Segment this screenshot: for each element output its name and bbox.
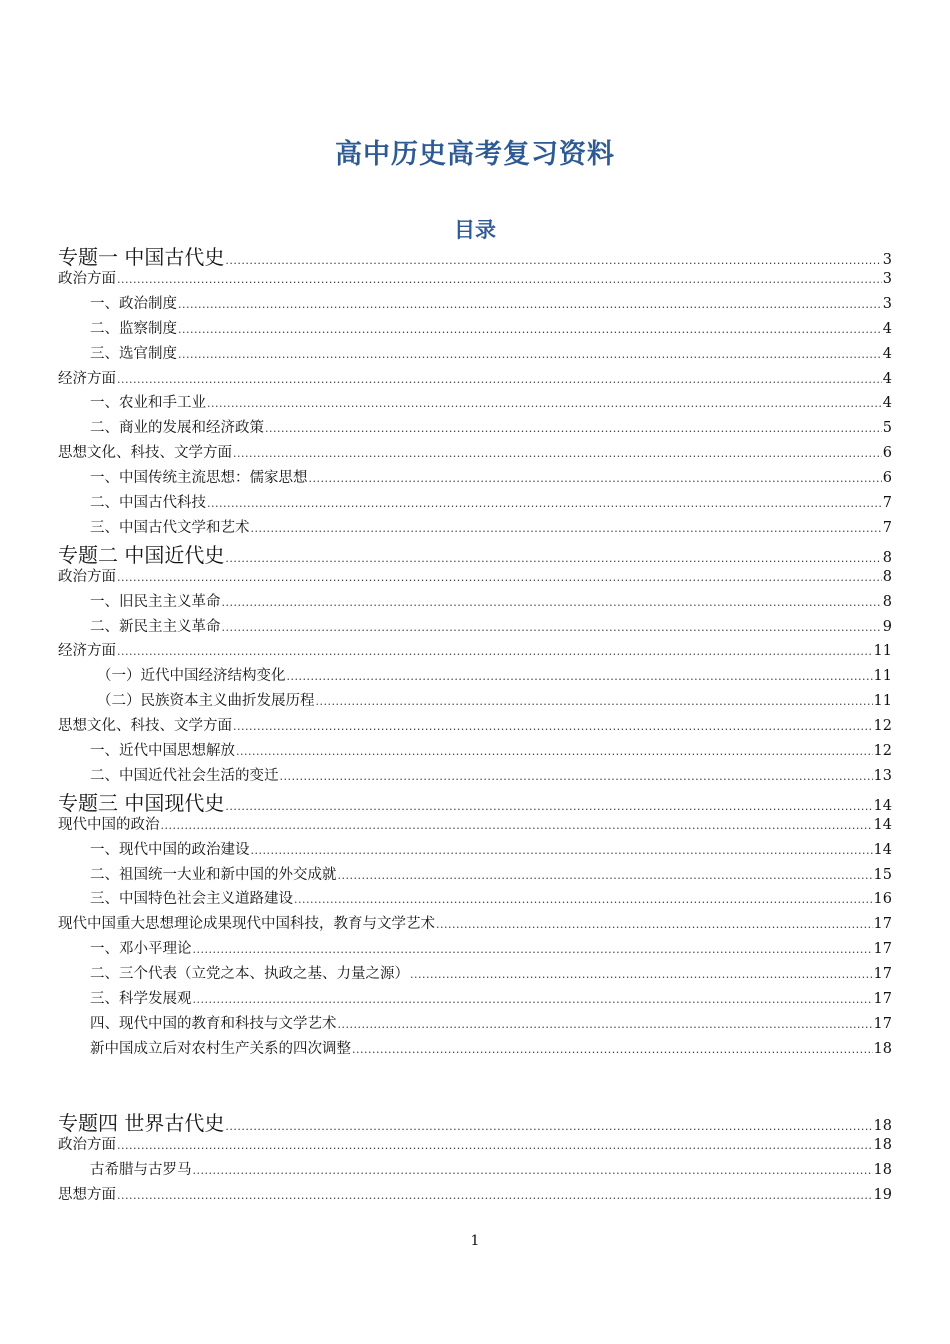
toc-dot-leader: [117, 1140, 873, 1151]
toc-entry-title: 三、中国古代文学和艺术: [90, 519, 250, 536]
toc-subsection-entry[interactable]: [58, 441, 892, 466]
toc-page-number: 3: [882, 252, 892, 268]
toc-dot-leader: [207, 498, 882, 509]
toc-item-entry[interactable]: [58, 516, 892, 541]
toc-item-entry[interactable]: [58, 838, 892, 863]
toc-item-entry[interactable]: [58, 317, 892, 342]
toc-item-entry[interactable]: [58, 739, 892, 764]
toc-dot-leader: [294, 894, 873, 905]
toc-item-entry[interactable]: [58, 342, 892, 367]
toc-entry-title: 二、商业的发展和经济政策: [90, 420, 264, 437]
toc-item-entry[interactable]: [58, 466, 892, 491]
toc-dot-leader: [280, 771, 873, 782]
toc-entry-title: 专题四 世界古代史: [58, 1110, 225, 1135]
toc-entry-title: 现代中国的政治: [58, 816, 160, 833]
toc-entry-title: （一）近代中国经济结构变化: [97, 668, 286, 685]
toc-entry-title: 四、现代中国的教育和科技与文学艺术: [90, 1015, 337, 1032]
toc-entry-title: 古希腊与古罗马: [90, 1161, 192, 1178]
toc-item-entry[interactable]: [58, 416, 892, 441]
toc-page-number: 5: [882, 420, 892, 437]
toc-page-number: 14: [873, 841, 892, 858]
toc-dot-leader: [193, 944, 873, 955]
toc-page-number: 4: [882, 320, 892, 337]
document-title: 高中历史高考复习资料: [335, 139, 615, 170]
toc-dot-leader: [178, 324, 882, 335]
toc-entry-title: 现代中国重大思想理论成果现代中国科技，教育与文学艺术: [58, 916, 435, 933]
toc-dot-leader: [178, 349, 882, 360]
toc-page-number: 4: [882, 395, 892, 412]
toc-page-number: 18: [873, 1040, 892, 1057]
toc-entry-title: 一、政治制度: [90, 295, 177, 312]
toc-item-entry[interactable]: [58, 887, 892, 912]
toc-dot-leader: [436, 919, 873, 930]
toc-item-entry[interactable]: [58, 937, 892, 962]
toc-item-entry[interactable]: [58, 1037, 892, 1062]
toc-dot-leader: [225, 1121, 872, 1132]
toc-entry-title: 二、监察制度: [90, 320, 177, 337]
toc-entry-title: 三、科学发展观: [90, 991, 192, 1008]
toc-dot-leader: [117, 572, 882, 583]
toc-entry-title: 专题一 中国古代史: [58, 245, 225, 269]
toc-entry-title: 经济方面: [58, 643, 116, 660]
toc-dot-leader: [251, 523, 882, 534]
toc-page-number: 18: [873, 1161, 892, 1178]
toc-page-number: 17: [873, 916, 892, 933]
toc-entry-title: 三、选官制度: [90, 345, 177, 362]
toc-entry-title: 政治方面: [58, 271, 116, 287]
toc-page-number: 19: [873, 1186, 892, 1203]
toc-dot-leader: [410, 969, 873, 980]
toc-dot-leader: [251, 845, 873, 856]
toc-subsection-entry[interactable]: [58, 639, 892, 664]
toc-page-number: 8: [882, 593, 892, 610]
toc-dot-leader: [287, 671, 873, 682]
toc-entry-title: 一、中国传统主流思想：儒家思想: [90, 470, 308, 487]
toc-dot-leader: [309, 473, 882, 484]
toc-page-number: 7: [882, 495, 892, 512]
toc-dot-leader: [316, 696, 873, 707]
toc-dot-leader: [225, 255, 881, 266]
toc-dot-leader: [352, 1044, 873, 1055]
toc-dot-leader: [117, 374, 882, 385]
toc-page-number: 13: [873, 767, 892, 784]
toc-entry-title: 二、中国古代科技: [90, 495, 206, 512]
toc-page-number: 6: [882, 445, 892, 462]
toc-page-number: 12: [873, 718, 892, 735]
toc-entry-title: 三、中国特色社会主义道路建设: [90, 891, 293, 908]
toc-dot-leader: [222, 597, 882, 608]
toc-item-entry[interactable]: [58, 664, 892, 689]
toc-section-entry[interactable]: [58, 243, 892, 267]
toc-entry-title: （二）民族资本主义曲折发展历程: [97, 693, 315, 710]
toc-item-entry[interactable]: [58, 1012, 892, 1037]
toc-dot-leader: [233, 448, 882, 459]
toc-dot-leader: [338, 870, 873, 881]
toc-entry-title: 二、三个代表（立党之本、执政之基、力量之源）: [90, 966, 409, 983]
toc-page-number: 17: [873, 991, 892, 1008]
toc-entry-title: 一、旧民主主义革命: [90, 593, 221, 610]
toc-page-number: 14: [873, 816, 892, 833]
toc-dot-leader: [193, 1165, 873, 1176]
toc-heading: 目录: [454, 217, 496, 242]
toc-page-number: 7: [882, 519, 892, 536]
toc-item-entry[interactable]: [58, 689, 892, 714]
toc-page-number: 4: [882, 370, 892, 387]
toc-page-number: 18: [873, 1136, 892, 1153]
toc-page-number: 9: [882, 618, 892, 635]
toc-page-number: 11: [873, 643, 892, 660]
toc-dot-leader: [338, 1019, 873, 1030]
toc-dot-leader: [193, 994, 873, 1005]
toc-item-entry[interactable]: [58, 764, 892, 789]
toc-entry-title: 专题二 中国近代史: [58, 542, 225, 567]
toc-subsection-entry[interactable]: [58, 367, 892, 392]
toc-page-number: 12: [873, 743, 892, 760]
toc-dot-leader: [178, 299, 882, 310]
toc-dot-leader: [207, 398, 882, 409]
toc-dot-leader: [233, 721, 873, 732]
toc-entry-title: 政治方面: [58, 1136, 116, 1153]
toc-section-entry[interactable]: [58, 541, 892, 565]
toc-page-number: 6: [882, 470, 892, 487]
toc-page-number: 14: [873, 797, 892, 814]
toc-section-entry[interactable]: [58, 1109, 892, 1133]
toc-item-entry[interactable]: [58, 1158, 892, 1183]
toc-page-number: 4: [882, 345, 892, 362]
table-of-contents: [58, 243, 892, 1207]
toc-item-entry[interactable]: [58, 292, 892, 317]
toc-entry-title: 经济方面: [58, 370, 116, 387]
toc-entry-title: 新中国成立后对农村生产关系的四次调整: [90, 1040, 351, 1057]
toc-dot-leader: [265, 423, 882, 434]
toc-entry-title: 一、近代中国思想解放: [90, 743, 235, 760]
toc-item-entry[interactable]: [58, 391, 892, 416]
toc-entry-title: 专题三 中国现代史: [58, 790, 225, 815]
toc-section-entry[interactable]: [58, 789, 892, 813]
toc-page-number: 3: [882, 271, 892, 287]
toc-subsection-entry[interactable]: [58, 912, 892, 937]
toc-subsection-entry[interactable]: [58, 714, 892, 739]
toc-dot-leader: [236, 746, 873, 757]
toc-page-number: 3: [882, 295, 892, 312]
toc-page-number: 17: [873, 966, 892, 983]
toc-page-number: 18: [873, 1117, 892, 1134]
toc-page-number: 16: [873, 891, 892, 908]
toc-dot-leader: [222, 622, 882, 633]
toc-dot-leader: [117, 274, 882, 285]
toc-item-entry[interactable]: [58, 491, 892, 516]
toc-entry-title: 一、农业和手工业: [90, 395, 206, 412]
toc-page-number: 11: [873, 668, 892, 685]
toc-page-number: 17: [873, 1015, 892, 1032]
toc-item-entry[interactable]: [58, 615, 892, 640]
toc-entry-title: 思想文化、科技、文学方面: [58, 718, 232, 735]
toc-entry-title: 二、中国近代社会生活的变迁: [90, 767, 279, 784]
page-number: 1: [470, 1233, 480, 1249]
toc-entry-title: 一、邓小平理论: [90, 941, 192, 958]
toc-page-number: 11: [873, 693, 892, 710]
toc-entry-title: 政治方面: [58, 568, 116, 585]
toc-entry-title: 一、现代中国的政治建设: [90, 841, 250, 858]
toc-dot-leader: [117, 1190, 873, 1201]
toc-dot-leader: [225, 553, 881, 564]
toc-item-entry[interactable]: [58, 863, 892, 888]
toc-dot-leader: [117, 646, 873, 657]
toc-dot-leader: [161, 820, 873, 831]
toc-page-number: 17: [873, 941, 892, 958]
toc-entry-title: 思想文化、科技、文学方面: [58, 445, 232, 462]
toc-entry-title: 思想方面: [58, 1186, 116, 1203]
toc-entry-title: 二、祖国统一大业和新中国的外交成就: [90, 866, 337, 883]
toc-item-entry[interactable]: [58, 590, 892, 615]
toc-page-number: 8: [882, 549, 892, 566]
toc-dot-leader: [225, 801, 872, 812]
toc-page-number: 15: [873, 866, 892, 883]
toc-item-entry[interactable]: [58, 987, 892, 1012]
toc-subsection-entry[interactable]: [58, 1183, 892, 1208]
toc-item-entry[interactable]: [58, 962, 892, 987]
toc-entry-title: 二、新民主主义革命: [90, 618, 221, 635]
toc-page-number: 8: [882, 568, 892, 585]
